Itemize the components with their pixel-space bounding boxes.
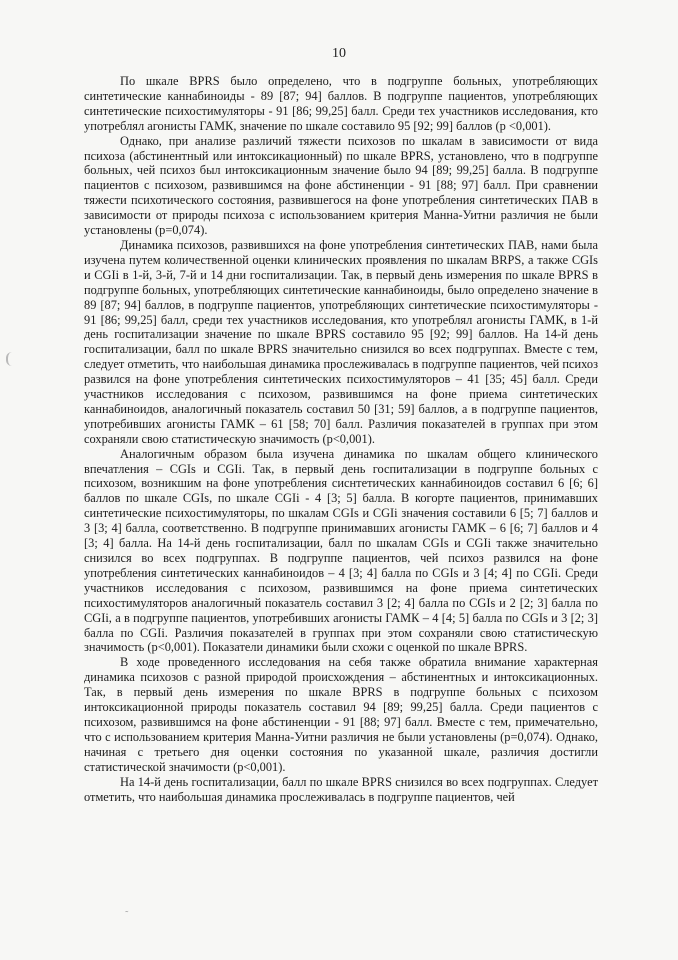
text-body (84, 74, 598, 804)
paragraph-4: Аналогичным образом была изучена динамика по шкалам общего клинического впечатления – CGIs и CGIi. Так, в первый день госпитализации в подгруппе больных с психозом, возникшим на фоне употребления сиснтетических каннабиноидов составил 6 [6; 6] баллов по шкале CGIs, по шкале CGIi - 4 [3; 5] балла. В когорте пациентов, принимавших синтетические психостимуляторы, по шкалам CGIs и CGIi значения составили 6 [5; 7] баллов и 3 [3; 4] балла, соответственно. В подгруппе принимавших агонисты ГАМК – 6 [6; 7] баллов и 4 [3; 4] балла. На 14-й день госпитализации, балл по шкалам CGIs и CGIi также значительно снизился во всех подгруппах. В подгруппе пациентов, чей психоз развился на фоне употребления синтетических каннабиноидов – 4 [3; 4] балла по CGIs и 3 [4; 4] по CGIi. Среди участников исследования с психозом, развившимся на фоне приема синтетических психостимуляторов аналогичный показатель составил 3 [2; 4] балла по CGIs и 2 [2; 3] балла по CGIi, а в подгруппе пациентов, употребивших агонисты ГАМК – 4 [4; 5] балла по CGIs и 3 [2; 3] балла по CGIi. Различия показателей в группах при этом сохраняли свою статистическую значимость (р<0,001). Показатели динамики были схожи с оценкой по шкале BPRS. (84, 446, 598, 655)
paragraph-1: По шкале BPRS было определено, что в подгруппе больных, употребляющих синтетические каннабиноиды - 89 [87; 94] баллов. В подгруппе пациентов, употребляющих синтетические психостимуляторы - 91 [86; 99,25] балл. Среди тех участников исследования, кто употреблял агонисты ГАМК, значение по шкале составило 95 [92; 99] баллов (р <0,001). (84, 74, 598, 133)
scan-speck: ˷ (125, 902, 129, 913)
page-number: 10 (332, 46, 346, 61)
paragraph-6: На 14-й день госпитализации, балл по шкале BPRS снизился во всех подгруппах. Следует отметить, что наибольшая динамика прослеживалась в подгруппе пациентов, чей (84, 774, 598, 804)
paragraph-3: Динамика психозов, развившихся на фоне употребления синтетических ПАВ, нами была изучена путем количественной оценки клинических проявления по шкалам BRPS, а также CGIs и CGIi в 1-й, 3-й, 7-й и 14 дни госпитализации. Так, в первый день измерения по шкале BPRS в подгруппе больных, употребляющих синтетические каннабиноиды, было определено значение в 89 [87; 94] баллов, в подгруппе пациентов, употребляющих синтетические психостимуляторы - 91 [86; 99,25] балл, среди тех участников исследования, кто употреблял агонисты ГАМК, в 1-й день госпитализации значение по шкале BPRS составило 95 [92; 99] баллов. На 14-й день госпитализации, балл по шкале BPRS значительно снизился во всех подгруппах. Вместе с тем, следует отметить, что наибольшая динамика прослеживалась в подгруппе пациентов, чей психоз развился на фоне употребления синтетических психостимуляторов – 41 [35; 45] балл. Среди участников исследования с психозом, развившимся на фоне приема синтетических каннабиноидов, аналогичный показатель составил 50 [31; 59] баллов, а в подгруппе пациентов, употребивших агонисты ГАМК – 61 [58; 70] балл. Различия показателей в группах при этом сохраняли свою статистическую значимость (р<0,001). (84, 237, 598, 446)
paragraph-2: Однако, при анализе различий тяжести психозов по шкалам в зависимости от вида психоза (абстинентный или интоксикационный) по шкале BPRS, установлено, что в подгруппе больных, чей психоз был интоксикационным значение было 94 [89; 99,25] балла. В подгруппе пациентов с психозом, развившимся на фоне абстиненции - 91 [88; 97] балл. При сравнении тяжести психотического состояния, развившегося на фоне употребления синтетических ПАВ в зависимости от природы психоза с использованием критерия Манна-Уитни различия не были установлены (р=0,074). (84, 133, 598, 238)
scan-margin-mark (6, 352, 14, 366)
paragraph-5: В ходе проведенного исследования на себя также обратила внимание характерная динамика психозов с разной природой происхождения – абстинентных и интоксикационных. Так, в первый день измерения по шкале BPRS в подгруппе больных с психозом интоксикационной природы показатель составил 94 [89; 99,25] балла. Среди пациентов с психозом, развившимся на фоне абстиненции - 91 [88; 97] балл. Вместе с тем, примечательно, что с использованием критерия Манна-Уитни различия не были установлены (р=0,074). Однако, начиная с третьего дня оценки состояния по указанной шкале, различия достигли статистической значимости (р<0,001). (84, 655, 598, 774)
